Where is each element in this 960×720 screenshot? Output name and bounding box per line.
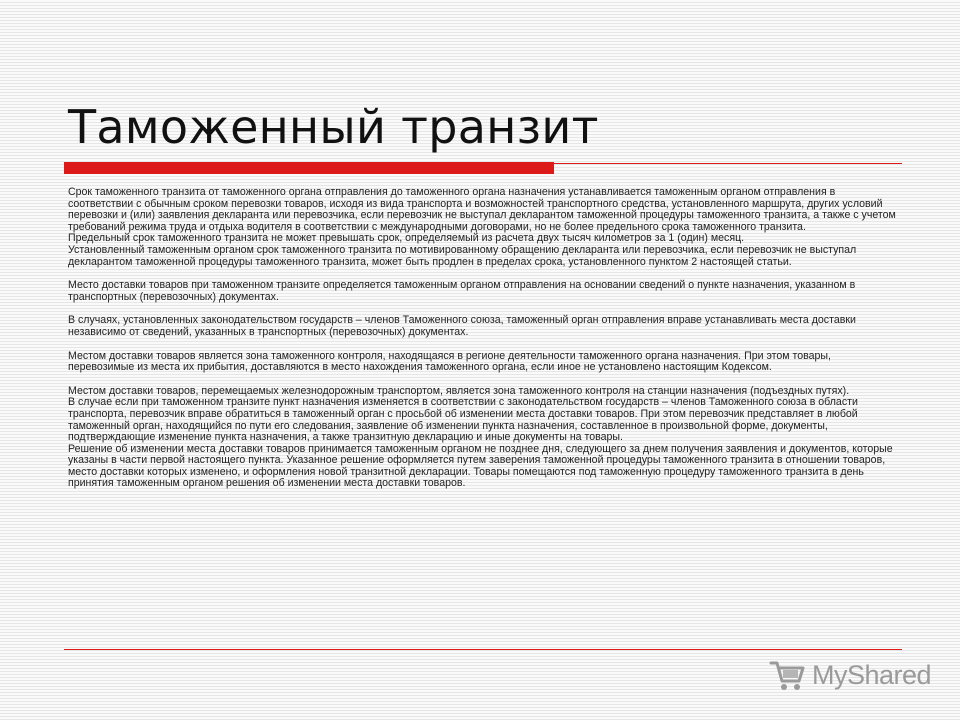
shopping-cart-icon: [768, 657, 806, 693]
body-paragraph-7: Местом доставки товаров, перемещаемых железнодорожным транспортом, является зона таможенного контроля на станции назначения (подъездных путях).: [68, 384, 850, 397]
body-paragraph-1: Срок таможенного транзита от таможенного органа отправления до таможенного органа назначения устанавливается таможенным органом отправления в соответствии с обычным сроком перевозки товаров, исходя из вида транспорта и возможностей транспортного средства, установленного маршрута, других условий перевозки и (или) заявления декларанта или перевозчика, если перевозчик не выступал декларантом таможенной процедуры таможенного транзита, а также с учетом требований режима труда и отдыха водителя в соответствии с международными договорами, но не более предельного срока таможенного транзита.: [68, 186, 896, 233]
body-paragraph-4: Место доставки товаров при таможенном транзите определяется таможенным органом отправления на основании сведений о пункте назначения, указанном в транспортных (перевозочных) документах.: [68, 279, 856, 303]
slide-body: [68, 187, 900, 490]
title-accent-bar: [64, 162, 554, 174]
body-paragraph-8: В случае если при таможенном транзите пункт назначения изменяется в соответствии с законодательством государств – членов Таможенного союза в области транспорта, перевозчик вправе обратиться в таможенный орган с просьбой об изменении места доставки товаров. При этом перевозчик представляет в любой таможенный орган, находящийся по пути его следования, заявление об изменении пункта назначения, составленное в произвольной форме, документы, подтверждающие изменение пункта назначения, а также транзитную декларацию и иные документы на товары.: [68, 396, 858, 444]
slide-title: Таможенный транзит: [68, 100, 599, 154]
body-paragraph-3: Установленный таможенным органом срок таможенного транзита по мотивированному обращению декларанта или перевозчика, если перевозчик не выступал декларантом таможенной процедуры таможенного транзита, может быть продлен в пределах срока, установленного пунктом 2 настоящей статьи.: [68, 243, 857, 268]
footer-divider: [64, 649, 902, 650]
body-paragraph-6: Местом доставки товаров является зона таможенного контроля, находящаяся в регионе деятельности таможенного органа назначения. При этом товары, перевозимые из места их прибытия, доставляются в место нахождения таможенного органа, если иное не установлено настоящим Кодексом.: [68, 349, 831, 374]
watermark-text: MyShared: [812, 659, 932, 690]
body-paragraph-9: Решение об изменении места доставки товаров принимается таможенным органом не позднее дня, следующего за днем получения заявления и документов, которые указаны в части первой настоящего пункта. Указанное решение оформляется путем заверения таможенной процедуры таможенного транзита в отношении товаров, место доставки которых изменено, и оформления новой транзитной декларации. Товары помещаются под таможенную процедуру таможенного транзита в день принятия таможенным органом решения об изменении места доставки товаров.: [68, 442, 893, 490]
body-paragraph-2: Предельный срок таможенного транзита не может превышать срок, определяемый из расчета двух тысяч километров за 1 (один) месяц.: [68, 232, 745, 245]
watermark: [768, 655, 931, 695]
body-paragraph-5: В случаях, установленных законодательством государств – членов Таможенного союза, таможенный орган отправления вправе устанавливать места доставки независимо от сведений, указанных в транспортных (перевозочных) документах.: [68, 314, 856, 338]
